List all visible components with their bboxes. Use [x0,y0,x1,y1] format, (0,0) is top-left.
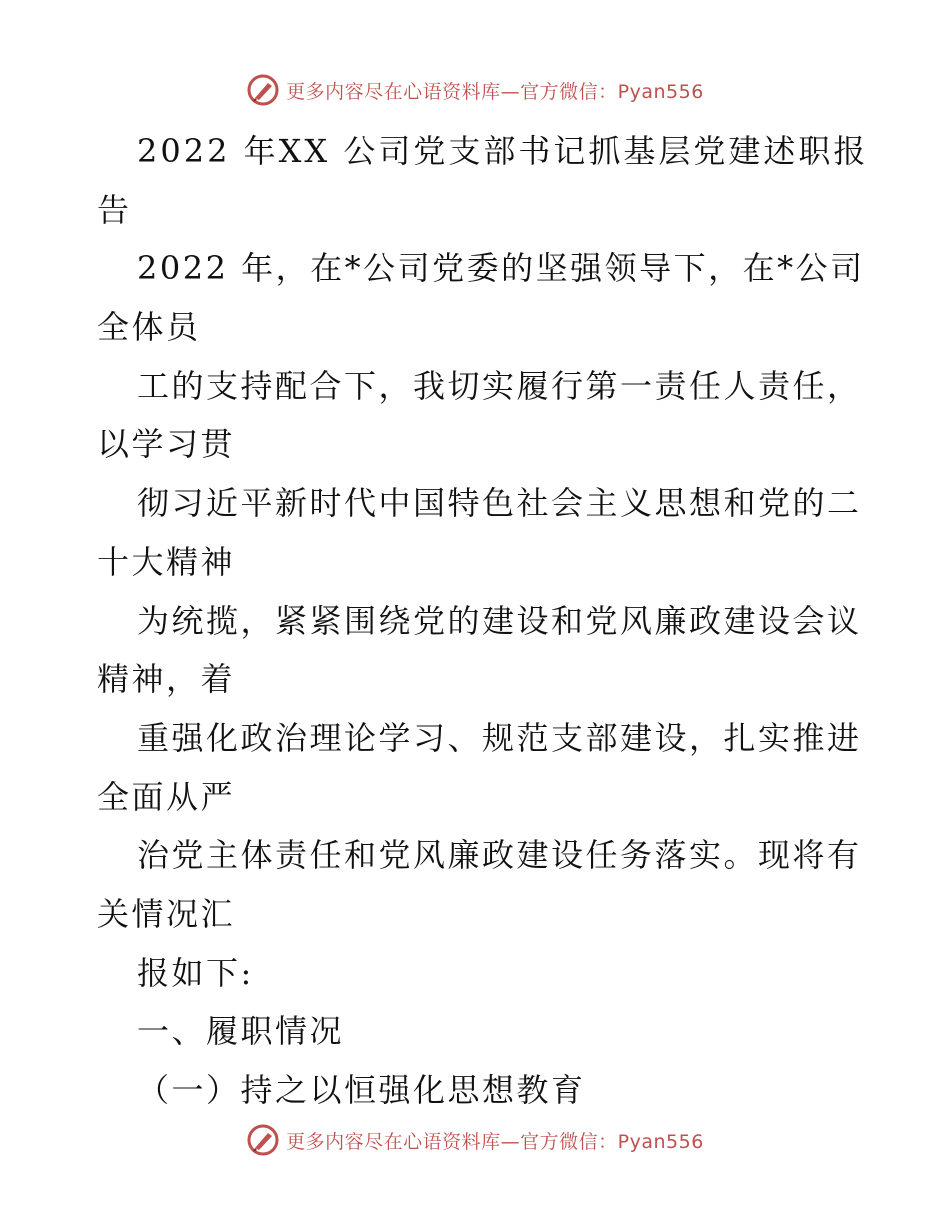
watermark-text: 更多内容尽在心语资料库—官方微信：Pyan556 [286,80,704,103]
paragraph-line: 关情况汇 [97,894,236,933]
watermark-footer [0,1120,950,1160]
pen-logo-icon [246,73,280,107]
paragraph-line: 报如下: [137,953,254,992]
paragraph-line: 全体员 [97,308,201,347]
paragraph-line: 告 [97,190,132,229]
paragraph-line: 重强化政治理论学习、规范支部建设，扎实推进 [137,718,862,757]
paragraph-line: 一、履职情况 [137,1012,345,1051]
paragraph-line: 彻习近平新时代中国特色社会主义思想和党的二 [137,484,862,523]
document-body [97,122,869,1120]
document-title-line: 2022 年XX 公司党支部书记抓基层党建述职报 [137,132,869,170]
paragraph-line: 以学习贯 [97,425,236,464]
paragraph-line: 2022 年，在*公司党委的坚强领导下，在*公司 [137,249,865,288]
watermark-text: 更多内容尽在心语资料库—官方微信：Pyan556 [286,1130,704,1153]
paragraph-line: 工的支持配合下，我切实履行第一责任人责任， [137,366,862,405]
paragraph-line: 精神，着 [97,660,236,699]
paragraph-line: （一）持之以恒强化思想教育 [137,1071,586,1109]
paragraph-line: 治党主体责任和党风廉政建设任务落实。现将有 [137,836,862,875]
paragraph-line: 为统揽，紧紧围绕党的建设和党风廉政建设会议 [137,601,862,640]
paragraph-line: 十大精神 [97,542,236,581]
paragraph-line: 全面从严 [97,777,236,816]
pen-logo-icon [246,1123,280,1157]
watermark-header [0,70,950,110]
